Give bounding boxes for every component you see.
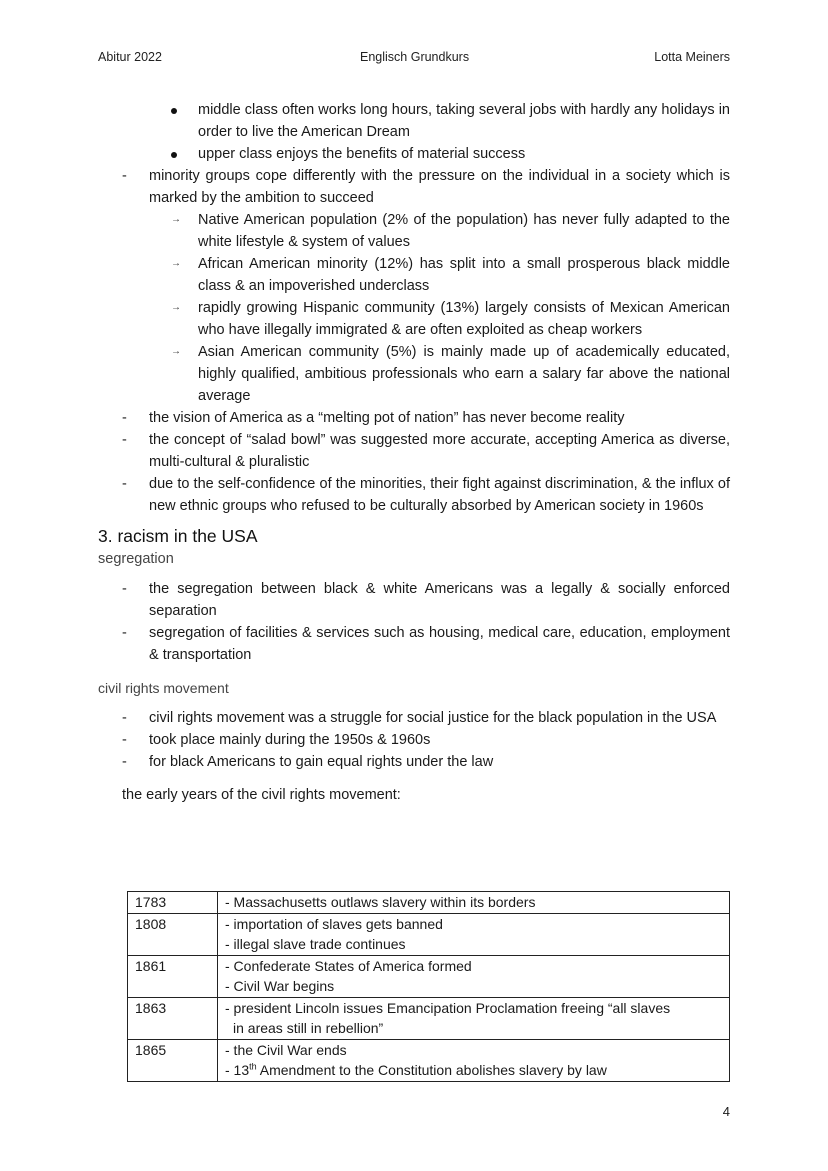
year-cell: 1808	[128, 913, 218, 955]
subsection-heading-civil-rights: civil rights movement	[98, 680, 229, 696]
header-right: Lotta Meiners	[654, 50, 730, 64]
dash-icon: -	[122, 410, 127, 426]
list-item: → Asian American community (5%) is mainly made up of academically educated, highly qualified, ambitious professionals who earn a salary far above the national average	[198, 341, 730, 407]
arrow-right-icon: →	[171, 302, 181, 313]
dash-icon: -	[122, 710, 127, 726]
timeline-intro: the early years of the civil rights movement:	[122, 787, 401, 803]
dash-icon: -	[122, 168, 127, 184]
bullet-icon	[171, 99, 177, 121]
header-left: Abitur 2022	[98, 50, 162, 64]
list-item: - the segregation between black & white Americans was a legally & socially enforced separation	[149, 578, 730, 622]
table-row	[128, 997, 730, 1039]
dash-icon: -	[122, 625, 127, 641]
event-cell: - president Lincoln issues Emancipation Proclamation freeing “all slaves in areas still in rebellion”	[218, 997, 730, 1039]
dash-icon: -	[122, 476, 127, 492]
dash-icon: -	[122, 581, 127, 597]
list-item: - for black Americans to gain equal rights under the law	[149, 751, 730, 773]
dash-icon: -	[122, 754, 127, 770]
subsection-heading-segregation: segregation	[98, 551, 174, 567]
list-item: → Native American population (2% of the population) has never fully adapted to the white lifestyle & system of values	[198, 209, 730, 253]
list-item: - the vision of America as a “melting pot of nation” has never become reality	[149, 407, 730, 429]
page-number: 4	[722, 1104, 730, 1119]
list-item: - civil rights movement was a struggle for social justice for the black population in the USA	[149, 707, 730, 729]
dash-icon: -	[122, 732, 127, 748]
arrow-right-icon: →	[171, 214, 181, 225]
arrow-right-icon: →	[171, 258, 181, 269]
arrow-right-icon: →	[171, 346, 181, 357]
list-item: → rapidly growing Hispanic community (13%) largely consists of Mexican American who have illegally immigrated & are often exploited as cheap workers	[198, 297, 730, 341]
year-cell: 1865	[128, 1039, 218, 1081]
table-row	[128, 955, 730, 997]
page-content	[98, 99, 730, 806]
table-row	[128, 913, 730, 955]
table-row	[128, 892, 730, 914]
event-cell: - Massachusetts outlaws slavery within its borders	[218, 892, 730, 914]
list-item: - the concept of “salad bowl” was suggested more accurate, accepting America as diverse, multi-cultural & pluralistic	[149, 429, 730, 473]
event-cell: - importation of slaves gets banned - illegal slave trade continues	[218, 913, 730, 955]
list-item: - minority groups cope differently with the pressure on the individual in a society which is marked by the ambition to succeed	[149, 165, 730, 209]
list-item: - took place mainly during the 1950s & 1960s	[149, 729, 730, 751]
bullet-icon	[171, 143, 177, 165]
section-heading: 3. racism in the USA	[98, 526, 258, 546]
year-cell: 1861	[128, 955, 218, 997]
page-header	[98, 50, 730, 68]
year-cell: 1863	[128, 997, 218, 1039]
list-item: - segregation of facilities & services such as housing, medical care, education, employment & transportation	[149, 622, 730, 666]
list-item: → African American minority (12%) has split into a small prosperous black middle class & an impoverished underclass	[198, 253, 730, 297]
timeline-table	[127, 891, 730, 1082]
list-item: upper class enjoys the benefits of material success	[198, 143, 730, 165]
year-cell: 1783	[128, 892, 218, 914]
event-cell: - Confederate States of America formed - Civil War begins	[218, 955, 730, 997]
list-item: - due to the self-confidence of the minorities, their fight against discrimination, & the influx of new ethnic groups who refused to be culturally absorbed by American society in 1960s	[149, 473, 730, 517]
table-row	[128, 1039, 730, 1081]
event-cell: - the Civil War ends - 13th Amendment to the Constitution abolishes slavery by law	[218, 1039, 730, 1081]
header-center: Englisch Grundkurs	[360, 50, 470, 64]
dash-icon: -	[122, 432, 127, 448]
list-item: middle class often works long hours, taking several jobs with hardly any holidays in order to live the American Dream	[198, 99, 730, 143]
amendment-line: - 13th Amendment to the Constitution abolishes slavery by law	[225, 1061, 607, 1078]
